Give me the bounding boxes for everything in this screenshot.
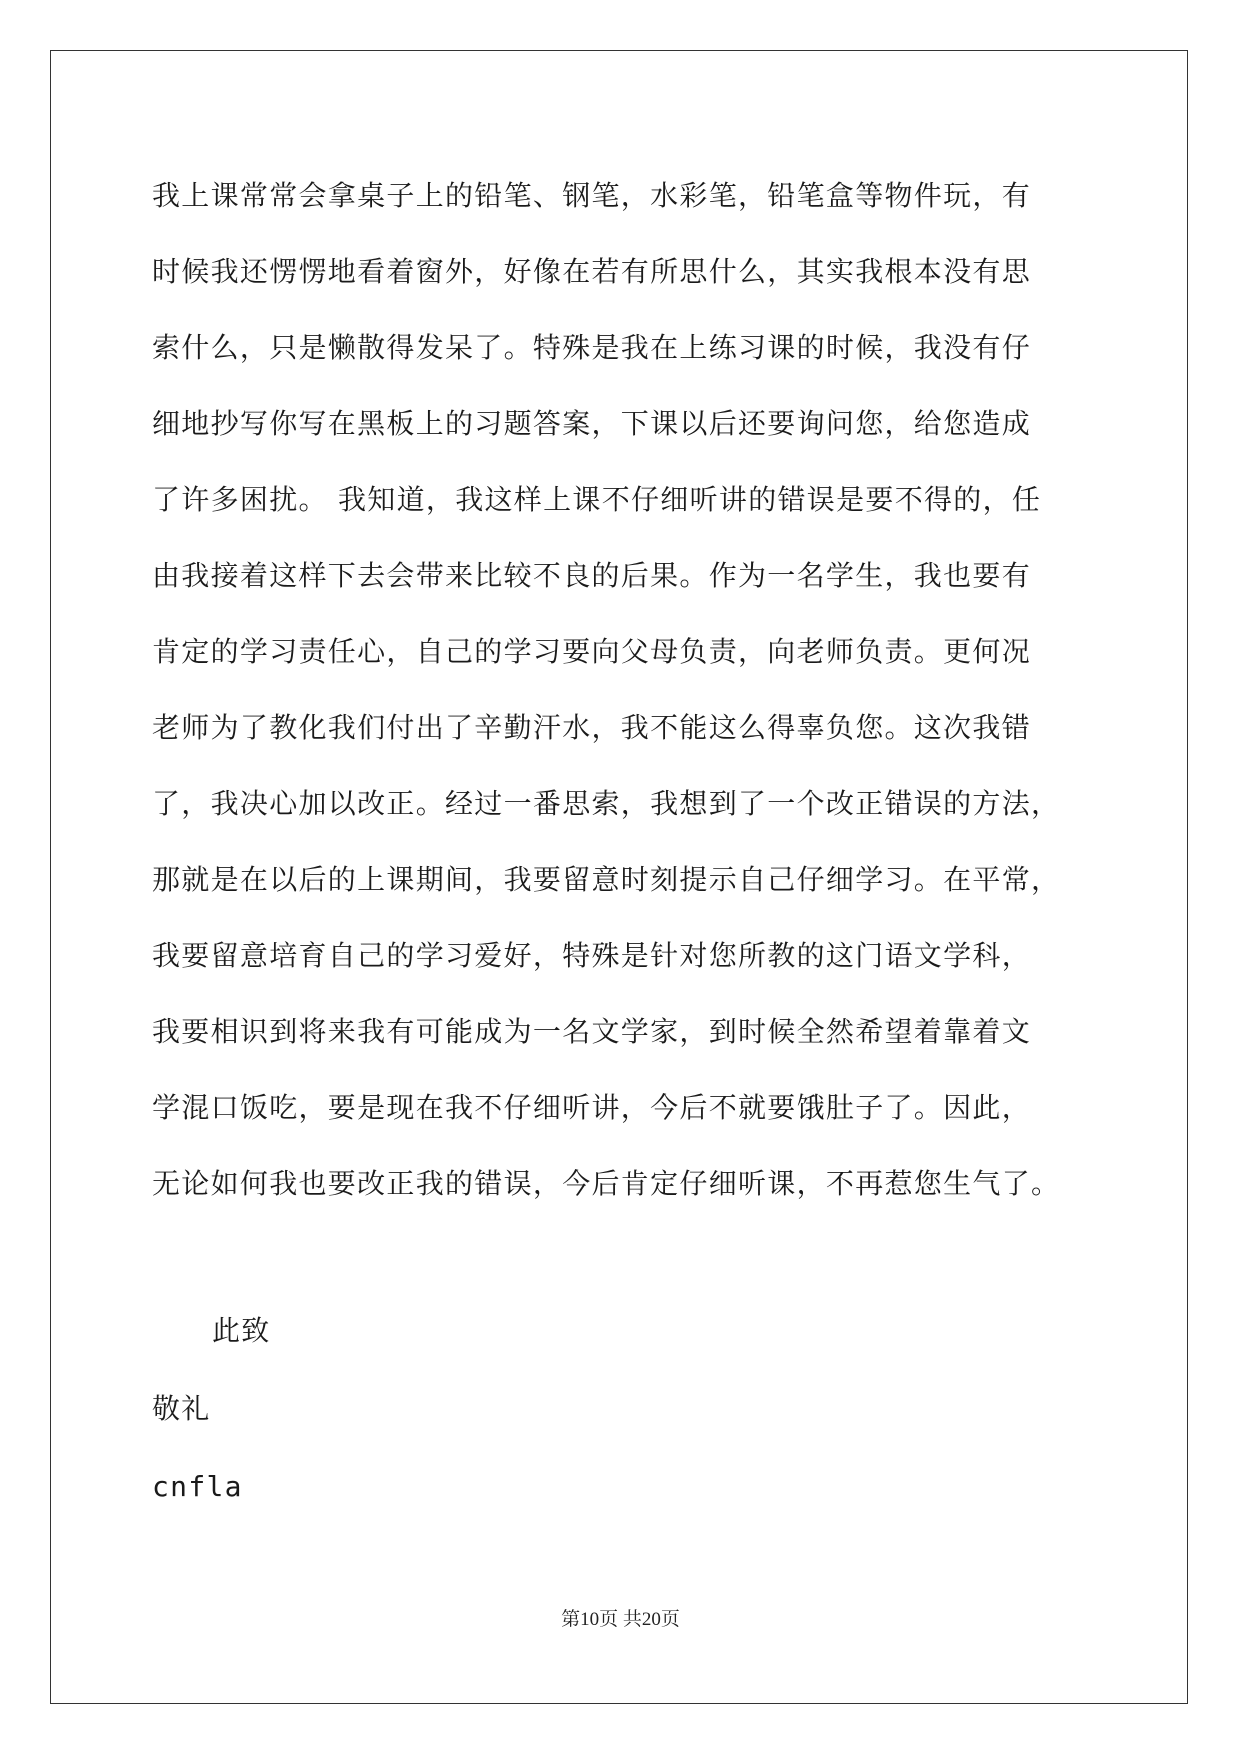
body-line: 了，我决心加以改正。经过一番思索，我想到了一个改正错误的方法，	[152, 787, 1061, 820]
body-line: 老师为了教化我们付出了辛勤汗水，我不能这么得辜负您。这次我错	[152, 711, 1032, 744]
body-line: 我要留意培育自己的学习爱好，特殊是针对您所教的这门语文学科，	[152, 939, 1032, 972]
body-line: 由我接着这样下去会带来比较不良的后果。作为一名学生，我也要有	[152, 559, 1032, 592]
body-line: 细地抄写你写在黑板上的习题答案，下课以后还要询问您，给您造成	[152, 407, 1032, 440]
letter-closing	[152, 1292, 1092, 1526]
body-line: 索什么，只是懒散得发呆了。特殊是我在上练习课的时候，我没有仔	[152, 331, 1032, 364]
closing-regards: 敬礼	[152, 1392, 211, 1425]
page-number-footer: 第10页 共20页	[561, 1609, 680, 1630]
body-line: 那就是在以后的上课期间，我要留意时刻提示自己仔细学习。在平常，	[152, 863, 1061, 896]
signature: cnfla	[152, 1470, 243, 1503]
body-line: 我上课常常会拿桌子上的铅笔、钢笔，水彩笔，铅笔盒等物件玩，有	[152, 179, 1032, 212]
body-line: 学混口饭吃，要是现在我不仔细听讲，今后不就要饿肚子了。因此，	[152, 1091, 1032, 1124]
body-line: 无论如何我也要改正我的错误，今后肯定仔细听课，不再惹您生气了。	[152, 1167, 1061, 1200]
letter-body	[152, 158, 1092, 1222]
body-line: 肯定的学习责任心，自己的学习要向父母负责，向老师负责。更何况	[152, 635, 1032, 668]
body-line: 了许多困扰。 我知道，我这样上课不仔细听讲的错误是要不得的，任	[152, 483, 1042, 516]
closing-salutation: 此致	[212, 1314, 271, 1347]
body-line: 我要相识到将来我有可能成为一名文学家，到时候全然希望着靠着文	[152, 1015, 1032, 1048]
body-line: 时候我还愣愣地看着窗外，好像在若有所思什么，其实我根本没有思	[152, 255, 1032, 288]
